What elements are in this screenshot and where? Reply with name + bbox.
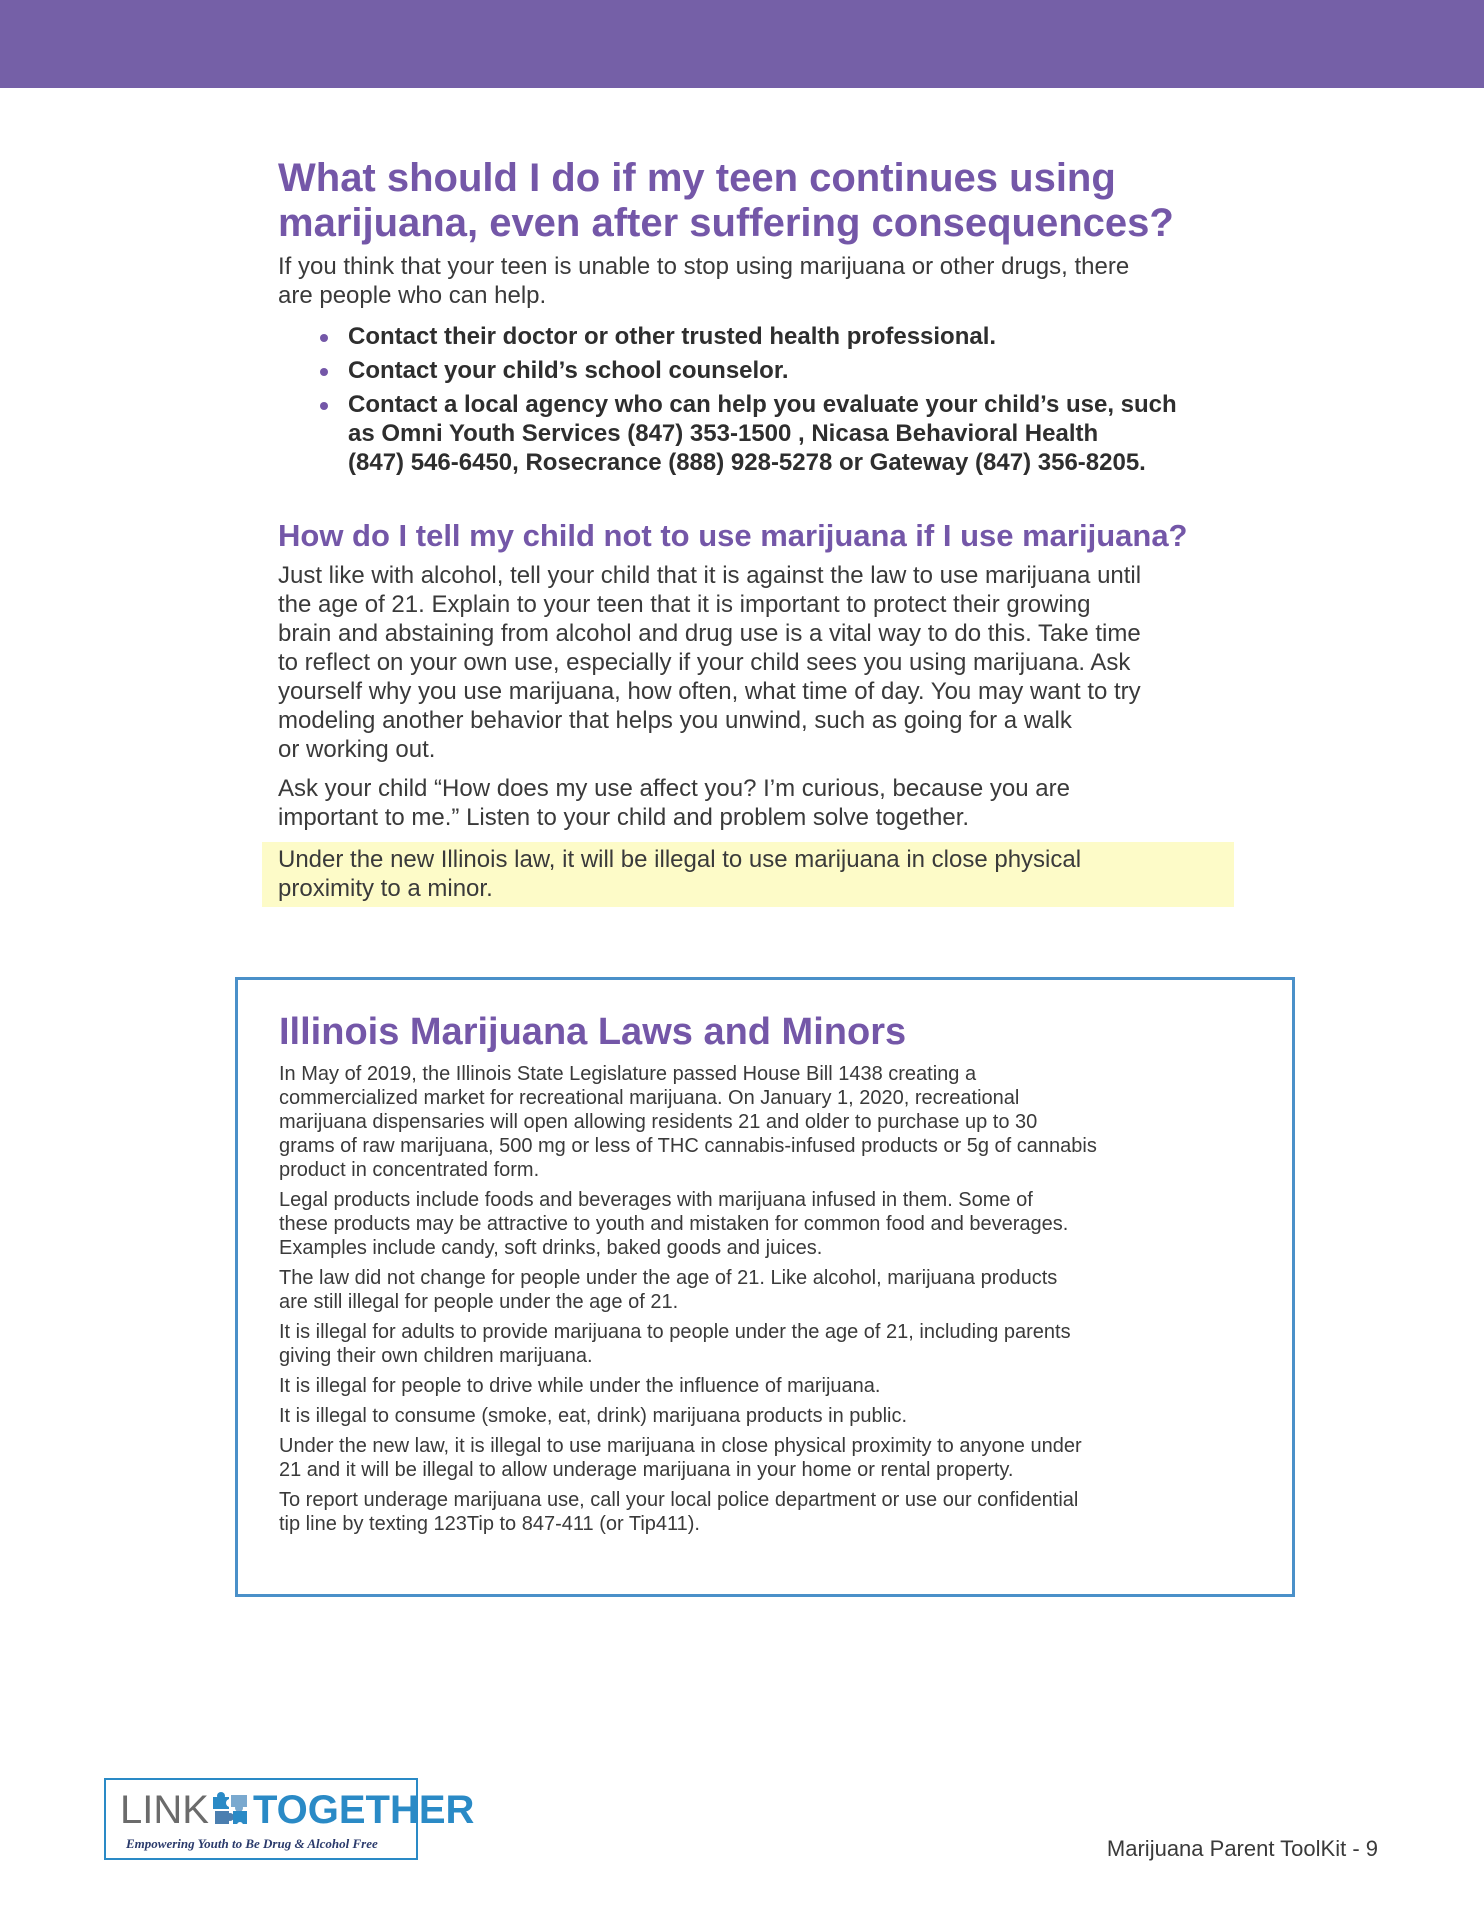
paragraph-line: Just like with alcohol, tell your child that it is against the law to use marijuana until (278, 562, 1142, 589)
list-item-text: Contact their doctor or other trusted health professional. (348, 323, 997, 350)
list-item-text: Contact a local agency who can help you evaluate your child’s use, such (348, 391, 1177, 418)
law-paragraph (279, 1062, 1252, 1182)
paragraph-line: or working out. (278, 736, 436, 763)
law-line: To report underage marijuana use, call your local police department or use our confidential (279, 1489, 1079, 1511)
law-line: these products may be attractive to youth and mistaken for common food and beverages. (279, 1213, 1069, 1235)
law-line: tip line by texting 123Tip to 847-411 (or Tip411). (279, 1513, 700, 1535)
link-together-logo (104, 1778, 475, 1860)
intro-line: are people who can help. (278, 282, 547, 309)
law-line: Legal products include foods and beverages with marijuana infused in them. Some of (279, 1189, 1033, 1211)
paragraph-line: brain and abstaining from alcohol and drug use is a vital way to do this. Take time (278, 620, 1141, 647)
main-content (278, 156, 1238, 907)
law-paragraph (279, 1266, 1252, 1314)
law-paragraph (279, 1404, 1252, 1428)
law-line: product in concentrated form. (279, 1159, 540, 1181)
logo-word-together: TOGETHER (252, 1788, 475, 1832)
law-paragraph (279, 1434, 1252, 1482)
paragraph-line: Ask your child “How does my use affect you? I’m curious, because you are (278, 775, 1070, 802)
paragraph-line: yourself why you use marijuana, how often, what time of day. You may want to try (278, 678, 1141, 705)
list-item-text: as Omni Youth Services (847) 353-1500 , Nicasa Behavioral Health (348, 420, 1099, 447)
law-line: grams of raw marijuana, 500 mg or less of THC cannabis-infused products or 5g of cannabis (279, 1135, 1097, 1157)
law-line: Under the new law, it is illegal to use marijuana in close physical proximity to anyone under (279, 1435, 1082, 1457)
law-paragraph (279, 1188, 1252, 1260)
list-item (348, 356, 1238, 385)
paragraph-line: important to me.” Listen to your child and problem solve together. (278, 804, 970, 831)
section1-title-line: What should I do if my teen continues using (278, 156, 1116, 200)
list-item (348, 390, 1238, 477)
logo-tagline: Empowering Youth to Be Drug & Alcohol Free (126, 1836, 378, 1851)
list-item-text: Contact your child’s school counselor. (348, 357, 789, 384)
law-line: The law did not change for people under the age of 21. Like alcohol, marijuana products (279, 1267, 1058, 1289)
law-line: Examples include candy, soft drinks, baked goods and juices. (279, 1237, 823, 1259)
section1-title-line: marijuana, even after suffering consequences? (278, 201, 1174, 245)
paragraph-line: the age of 21. Explain to your teen that it is important to protect their growing (278, 591, 1091, 618)
bullet-icon (320, 334, 328, 342)
logo-word-link: LINK (120, 1788, 209, 1832)
section2-title: How do I tell my child not to use marijuana if I use marijuana? (278, 518, 1188, 553)
illinois-law-callout-box (235, 977, 1295, 1597)
list-item (348, 322, 1238, 351)
law-line: It is illegal for adults to provide marijuana to people under the age of 21, including parents (279, 1321, 1071, 1343)
bullet-icon (320, 402, 328, 410)
law-line: commercialized market for recreational marijuana. On January 1, 2020, recreational (279, 1087, 1020, 1109)
highlight-line: proximity to a minor. (278, 875, 493, 902)
paragraph-line: modeling another behavior that helps you unwind, such as going for a walk (278, 707, 1072, 734)
law-paragraph (279, 1320, 1252, 1368)
highlight-line: Under the new Illinois law, it will be illegal to use marijuana in close physical (278, 846, 1082, 873)
header-bar (0, 0, 1484, 88)
highlighted-note (262, 842, 1234, 907)
law-box-title: Illinois Marijuana Laws and Minors (279, 1011, 907, 1053)
law-paragraph (279, 1374, 1252, 1398)
law-line: 21 and it will be illegal to allow underage marijuana in your home or rental property. (279, 1459, 1014, 1481)
section1-intro (278, 252, 1238, 310)
law-line: In May of 2019, the Illinois State Legislature passed House Bill 1438 creating a (279, 1063, 977, 1085)
bullet-icon (320, 368, 328, 376)
law-line: marijuana dispensaries will open allowing residents 21 and older to purchase up to 30 (279, 1111, 1038, 1133)
puzzle-piece-icon (211, 1791, 251, 1836)
section1-title (278, 156, 1238, 246)
law-line: It is illegal for people to drive while under the influence of marijuana. (279, 1375, 881, 1397)
law-line: are still illegal for people under the age of 21. (279, 1291, 679, 1313)
section2-paragraph (278, 774, 1238, 832)
logo-wordmark (120, 1788, 474, 1836)
paragraph-line: to reflect on your own use, especially if your child sees you using marijuana. Ask (278, 649, 1131, 676)
law-line: giving their own children marijuana. (279, 1345, 593, 1367)
help-contact-list (278, 322, 1238, 477)
law-line: It is illegal to consume (smoke, eat, drink) marijuana products in public. (279, 1405, 908, 1427)
list-item-text: (847) 546-6450, Rosecrance (888) 928-5278 or Gateway (847) 356-8205. (348, 449, 1146, 476)
law-paragraph (279, 1488, 1252, 1536)
section2-paragraph (278, 561, 1238, 764)
page-footer-label: Marijuana Parent ToolKit - 9 (1106, 1836, 1378, 1861)
intro-line: If you think that your teen is unable to stop using marijuana or other drugs, there (278, 253, 1130, 280)
